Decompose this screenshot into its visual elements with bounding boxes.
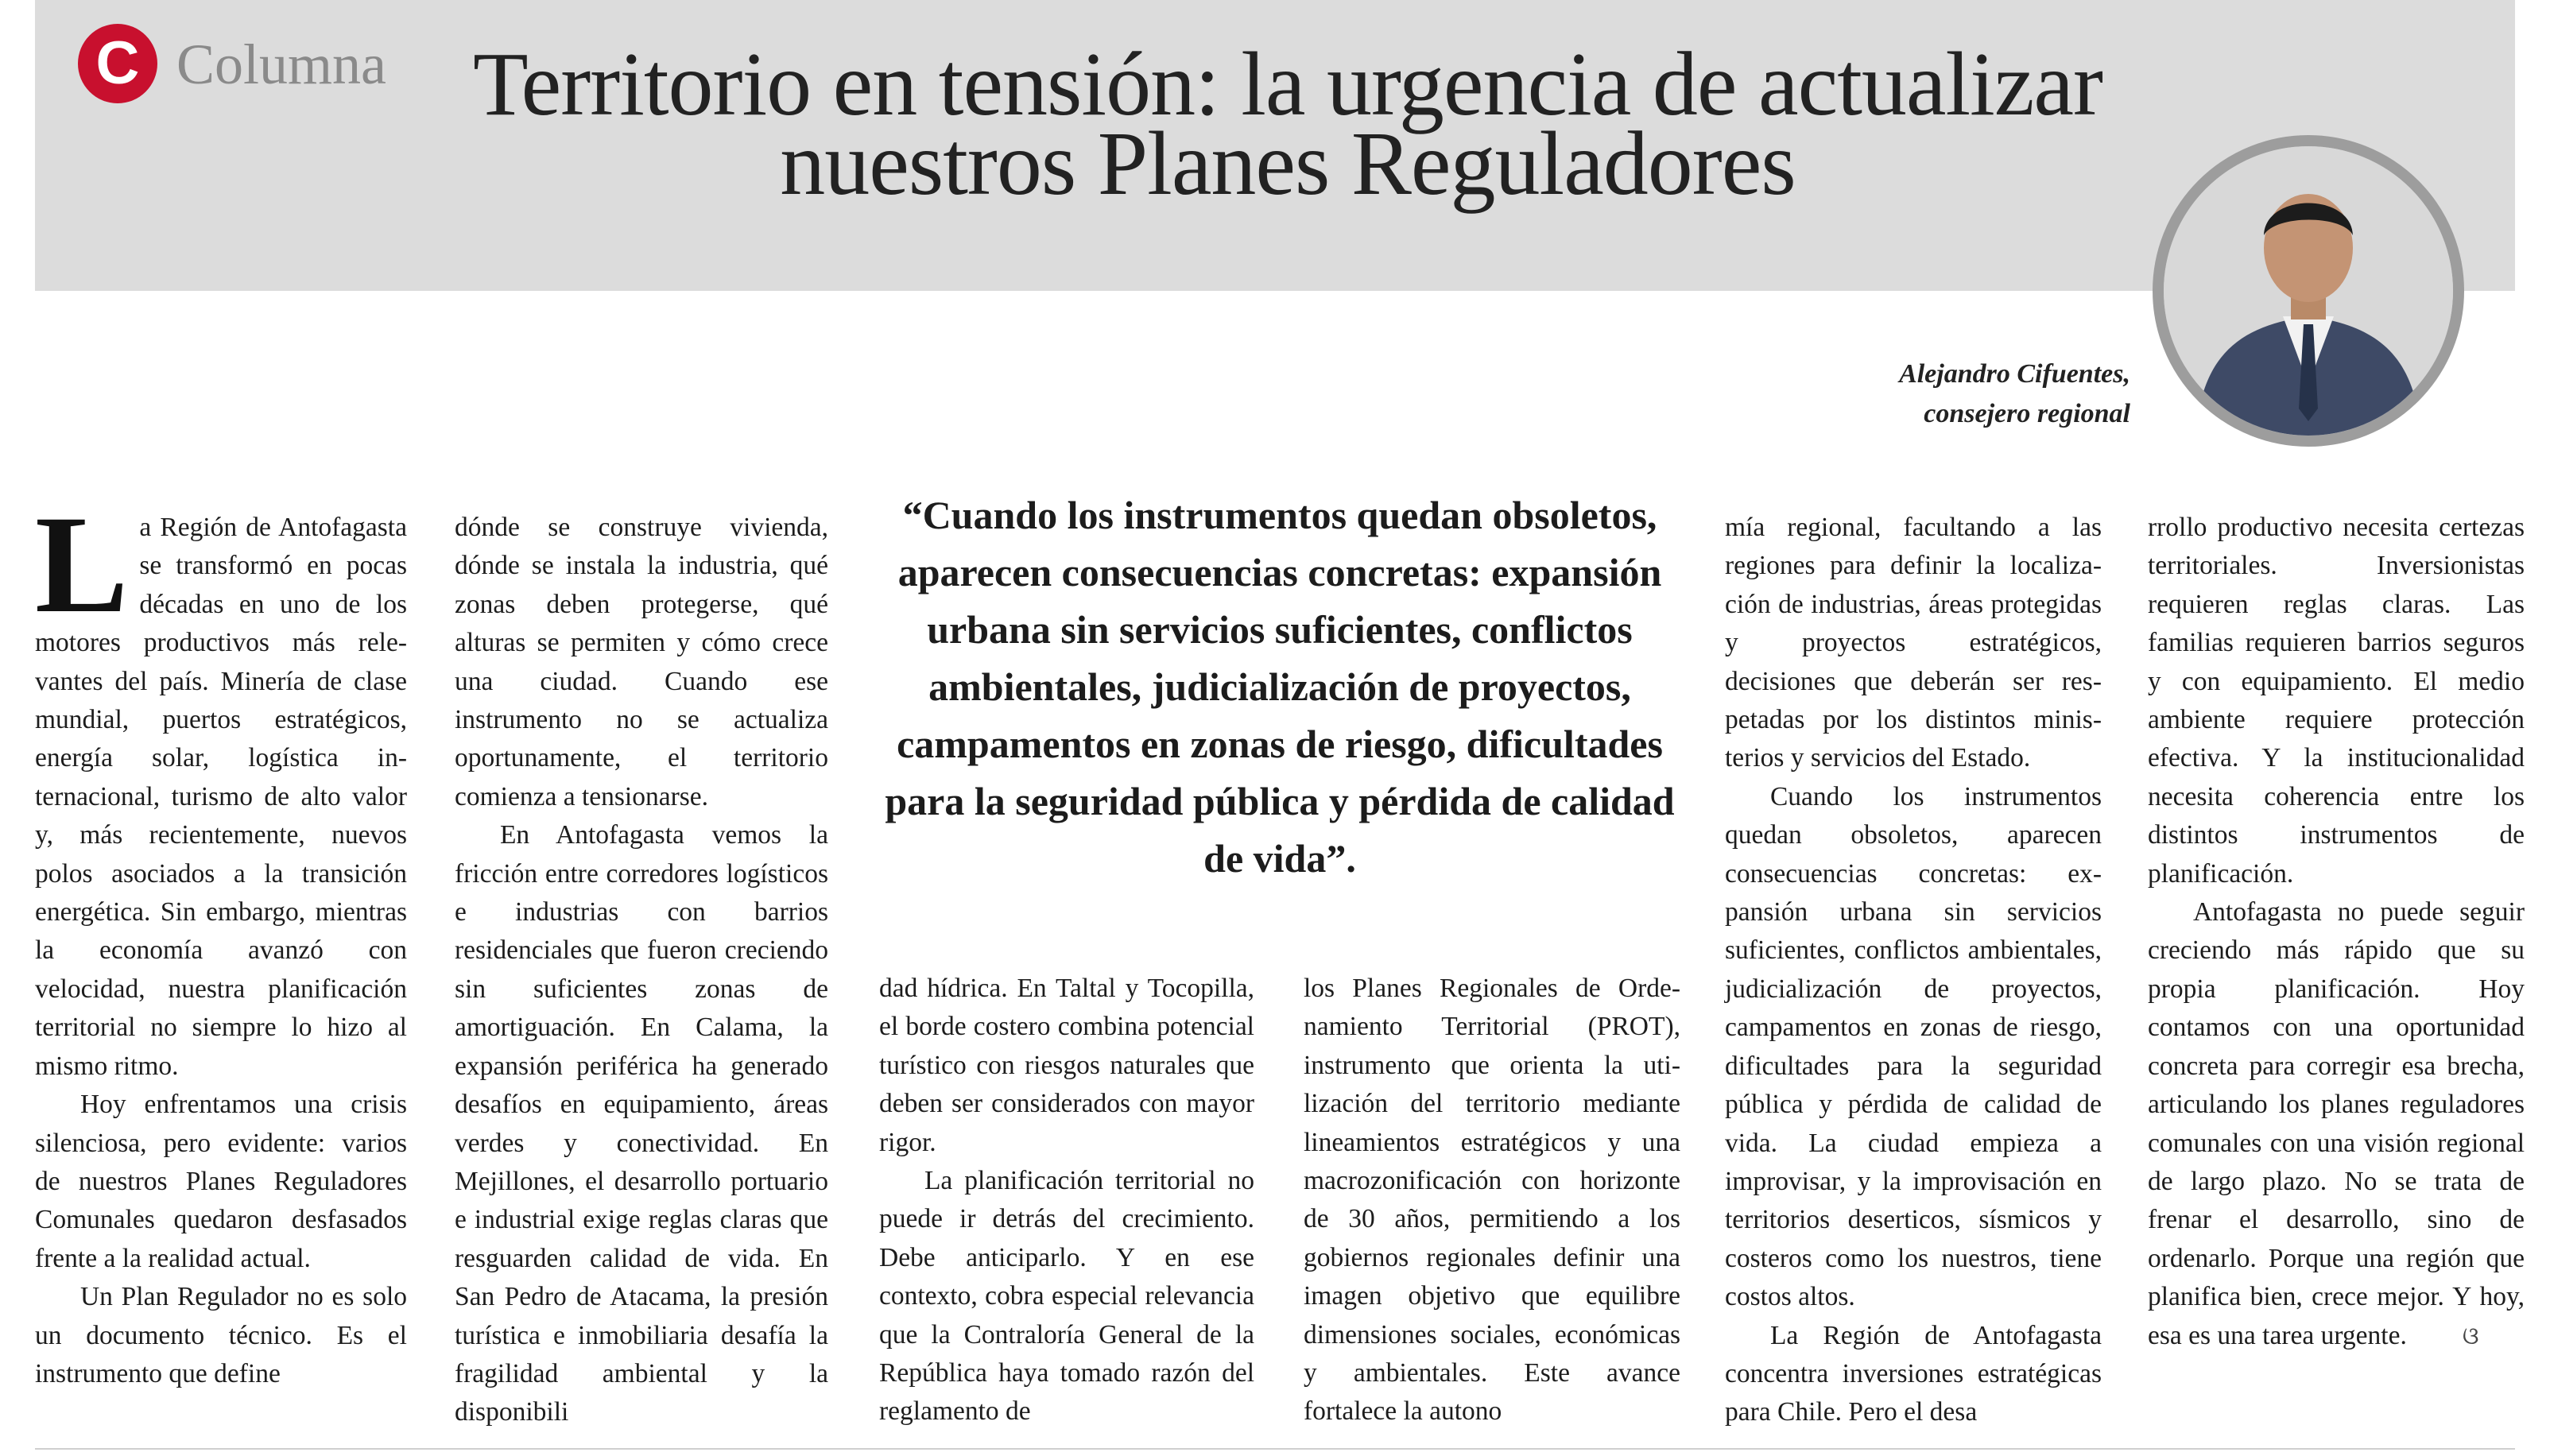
paragraph: La planificación territorial no puede ir detrás del crecimiento. Debe anticiparlo. Y en ese contexto, cobra especial relevancia que la Contraloría General de la República haya tomado razón del reglamento de bbox=[879, 1166, 1254, 1427]
article-column-3a bbox=[879, 970, 1254, 1431]
headline-line-1: Territorio en tensión: la urgencia de actualizar bbox=[473, 33, 2102, 134]
paragraph: Un Plan Regulador no es solo un documento técnico. Es el instrumento que define bbox=[35, 1282, 407, 1388]
article-column-2 bbox=[455, 509, 828, 1432]
author-role: consejero regional bbox=[1924, 399, 2130, 428]
bottom-rule bbox=[35, 1448, 2515, 1450]
article-column-5 bbox=[2148, 509, 2525, 1356]
paragraph: mía regional, facultando a las regiones para definir la localización de industrias, áreas protegidas y proyectos estratégicos, decisiones que deberán ser respetadas por los distintos ministerios y servicios del Estado. bbox=[1725, 513, 2102, 773]
headline-line-2: nuestros Planes Reguladores bbox=[780, 113, 1796, 214]
author-portrait-illustration bbox=[2164, 146, 2453, 436]
article-column-3b bbox=[1304, 970, 1680, 1431]
author-name: Alejandro Cifuentes, bbox=[1899, 359, 2130, 389]
author-portrait bbox=[2153, 135, 2464, 447]
byline bbox=[1717, 354, 2130, 434]
drop-cap: L bbox=[35, 487, 129, 642]
paragraph: dónde se construye vivienda, dónde se instala la industria, qué zonas deben protegerse, qué alturas se permiten y cómo crece una ciudad. Cuando ese instrumento no se actualiza oportunamente, el territorio comienza a tensionarse. bbox=[455, 513, 828, 811]
paragraph bbox=[2148, 893, 2525, 1356]
paragraph: rrollo productivo necesita certezas territoriales. Inversionistas requieren reglas claras. Las familias requieren barrios seguros y con equipamiento. El medio ambiente requiere protección efectiva. Y la institucionalidad necesita coherencia entre los distintos instrumentos de planificación. bbox=[2148, 513, 2525, 889]
paragraph-text: a Región de Antofagasta se transformó en pocas décadas en uno de los motores productivos más relevantes del país. Minería de clase mundial, puertos estratégicos, energía solar, logística internacional, turismo de alto valor y, más recientemente, nuevos polos asociados a la transición energética. Sin embargo, mientras la economía avanzó con velocidad, nuestra planificación territorial no siempre lo hizo al mismo ritmo. bbox=[35, 513, 407, 1081]
paragraph: Cuando los instrumentos quedan obsoletos, aparecen consecuencias concretas: expansión urbana sin servicios suficientes, conflictos ambientales, judicialización de proyectos, campamentos en zonas de riesgo, dificultades para la seguridad pública y pérdida de calidad de vida. La ciudad empieza a improvisar, y la improvisación en territorios deserticos, sísmicos y costeros como los nuestros, tiene costos altos. bbox=[1725, 781, 2102, 1312]
paragraph: Hoy enfrentamos una crisis silenciosa, pero evidente: varios de nuestros Planes Reguladores Comunales quedaron desfasados frente a la realidad actual. bbox=[35, 1090, 407, 1273]
end-mark-icon: ଓ bbox=[2462, 1322, 2479, 1350]
paragraph: La Región de Antofagasta concentra inversiones estratégicas para Chile. Pero el desa bbox=[1725, 1320, 2102, 1427]
headline bbox=[334, 33, 2242, 214]
article-column-4 bbox=[1725, 509, 2102, 1432]
article-column-1 bbox=[35, 487, 407, 1393]
paragraph: los Planes Regionales de Ordenamiento Territorial (PROT), instrumento que orienta la utilización del territorio mediante lineamientos estratégicos y una macrozonificación con horizonte de 30 años, permitiendo a los gobiernos regionales definir una imagen objetivo que equilibre dimensiones sociales, económicas y ambientales. Este avance fortalece la autono bbox=[1304, 974, 1680, 1427]
paragraph: dad hídrica. En Taltal y Tocopilla, el borde costero combina potencial turístico con riesgos naturales que deben ser considerados con mayor rigor. bbox=[879, 974, 1254, 1157]
paragraph: En Antofagasta vemos la fricción entre corredores logísticos e industrias con barrios residenciales que fueron creciendo sin suficientes zonas de amortiguación. En Calama, la expansión periférica ha generado desafíos en equipamiento, áreas verdes y conectividad. En Mejillones, el desarrollo portuario e industrial exige reglas claras que resguarden calidad de vida. En San Pedro de Atacama, la presión turística e inmobiliaria desafía la fragilidad ambiental y la disponibili bbox=[455, 820, 828, 1427]
section-badge: C bbox=[78, 24, 157, 103]
pull-quote: “Cuando los instrumentos quedan obsoletos, aparecen consecuencias concretas: expansión urbana sin servicios suficientes, conflictos ambientales, judicialización de proyectos, campamentos en zonas de riesgo, dificultades para la seguridad pública y pérdida de calidad de vida”. bbox=[885, 493, 1675, 881]
paragraph-text: Antofagasta no puede seguir creciendo más rápido que su propia planificación. Hoy contamos con una oportunidad concreta para corregir esa brecha, articulando los planes reguladores comunales con una visión regional de largo plazo. No se trata de frenar el desarrollo, sino de ordenarlo. Porque una región que planifica bien, crece mejor. Y hoy, esa es una tarea urgente. bbox=[2148, 897, 2525, 1350]
section-label: Columna bbox=[176, 33, 386, 96]
paragraph bbox=[35, 487, 407, 1086]
